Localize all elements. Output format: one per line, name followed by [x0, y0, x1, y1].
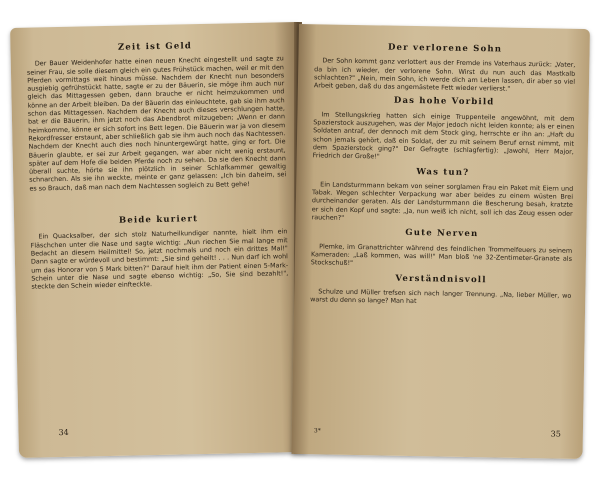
section-paragraph: Ein Quacksalber, der sich stolz Naturheilkundiger nannte, hielt ihm ein Fläschchen unter die Nase und sagte wichtig: „Nun riechen Sie mal lange mit Bedacht an diesem Heilmittel! So, jetzt nochmals und noch ein drittes Mal!" Dann sagte er würdevoll und bestimmt: „Sie sind geheilt! . . . Nun darf ich wohl um das Honorar von 5 Mark bitten?" Darauf hielt ihm der Patient einen 5-Mark-Schein unter die Nase und sagte ebenso wichtig: „So, Sie sind bezahlt!", steckte den Schein wieder einfteckte. [30, 227, 289, 291]
page-number: 35 [550, 429, 561, 439]
section-title: Was tun? [416, 166, 470, 178]
section-paragraph: Der Bauer Weidenhofer hatte einen neuen Knecht eingestellt und sagte zu seiner Frau, sie solle diesem gleich ein gutes Frühstück machen, weil er mit den Pferden vormittags weit hinaus müsse. Nachdem der Knecht nun besonders ausgiebig gefrühstückt hatte, sagte er zu der Bäuerin, sie möge ihm auch nur gleich das Mittagessen geben, dann brauche er nicht heimzukommen und könne an der Arbeit bleiben. Da der Bäuerin das einleuchtete, gab sie ihm auch schon das Mittagessen. Nachdem der Knecht auch dieses verschlungen hatte, bat er die Bäuerin, ihm jetzt noch das Abendbrot mitzugeben; „Wenn er dann heimkomme, könne er sich sofort ins Bett legen. Die Bäuerin war ja von diesem Rekordfresser erstaunt, aber schließlich gab sie ihm auch noch das Nachtessen. Nachdem der Knecht auch dies noch hinuntergewürgt hatte, ging er fort. Die Bäuerin glaubte, er sei zur Arbeit gegangen, war aber nicht wenig erstaunt, später auf dem Hofe die beiden Pferde noch zu sehen. Da sie den Knecht dann überall suchte, hörte sie ihn plötzlich in seiner Schlafkammer gewaltig schnarchen. Als sie ihn weckte, meinte er ganz gelassen: „Ich bin daheim, sei es so Brauch, daß man nach dem Nachtessen sogleich zu Bett gehe! [26, 54, 287, 193]
right-page [291, 24, 589, 459]
page-number: 34 [58, 427, 69, 438]
section-title: Verständnisvoll [395, 273, 487, 285]
left-page [10, 22, 306, 458]
right-page-content [310, 38, 576, 314]
signature-mark: 3* [313, 427, 321, 435]
section-paragraph: Im Stellungskrieg hatten sich einige Truppenteile angewöhnt, mit dem Spazierstock auszugehen, was der Major jedoch nicht leiden konnte; als er einen Soldaten antraf, der dennoch mit dem Stock ging, herrschte er ihn an: „Haft du schon jemals gehört, daß ein Soldat, der zu mit seinem Beruf ernst nimmt, mit dem Spazierstock ging?" Der Gefragte (schlagfertig): „Jawohl, Herr Major, Friedrich der Große!" [312, 110, 575, 161]
open-book [10, 22, 590, 460]
section-title: Gute Nerven [405, 228, 479, 240]
left-page-content [26, 36, 288, 297]
section-paragraph: Plemke, im Granattrichter während des feindlichen Trommelfeuers zu seinem Kameraden: „Laß kommen, was will!" Man bloß 'ne 32-Zentimeter-Granate als Stockschuß!" [310, 242, 573, 268]
section-title: Das hohe Vorbild [393, 96, 495, 108]
section-title: Zeit ist Geld [117, 41, 193, 53]
section-paragraph: Der Sohn kommt ganz verlottert aus der Fremde ins Vaterhaus zurück: „Vater, da bin ich wieder, der verlorene Sohn. Wirst du nun auch das Mastkalb schlachten?" „Nein, mein Sohn, ich werde dich am Leben lassen, dir aber so viel Arbeit geben, daß du das angemästete Fett wieder verlierst." [313, 56, 576, 93]
section-paragraph: Ein Landsturmmann bekam von seiner sorglamen Frau ein Paket mit Eiern und Tabak. Wegen schlechter Verpackung war aber beides zu einem wüsten Brei durcheinander geraten. Als der Landsturmmann die Bescherung besah, kratzte er sich den Kopf und sagte: „Ja, nun weiß ich nicht, soll ich das Zeug essen oder rauchen?" [311, 180, 574, 222]
section-title: Der verlorene Sohn [387, 42, 503, 55]
section-paragraph: Schulze und Müller trefsen sich nach langer Trennung. „Na, lieber Müller, wo warst du denn so lange? Man hat [310, 287, 572, 306]
section-title: Beide kuriert [118, 214, 199, 226]
